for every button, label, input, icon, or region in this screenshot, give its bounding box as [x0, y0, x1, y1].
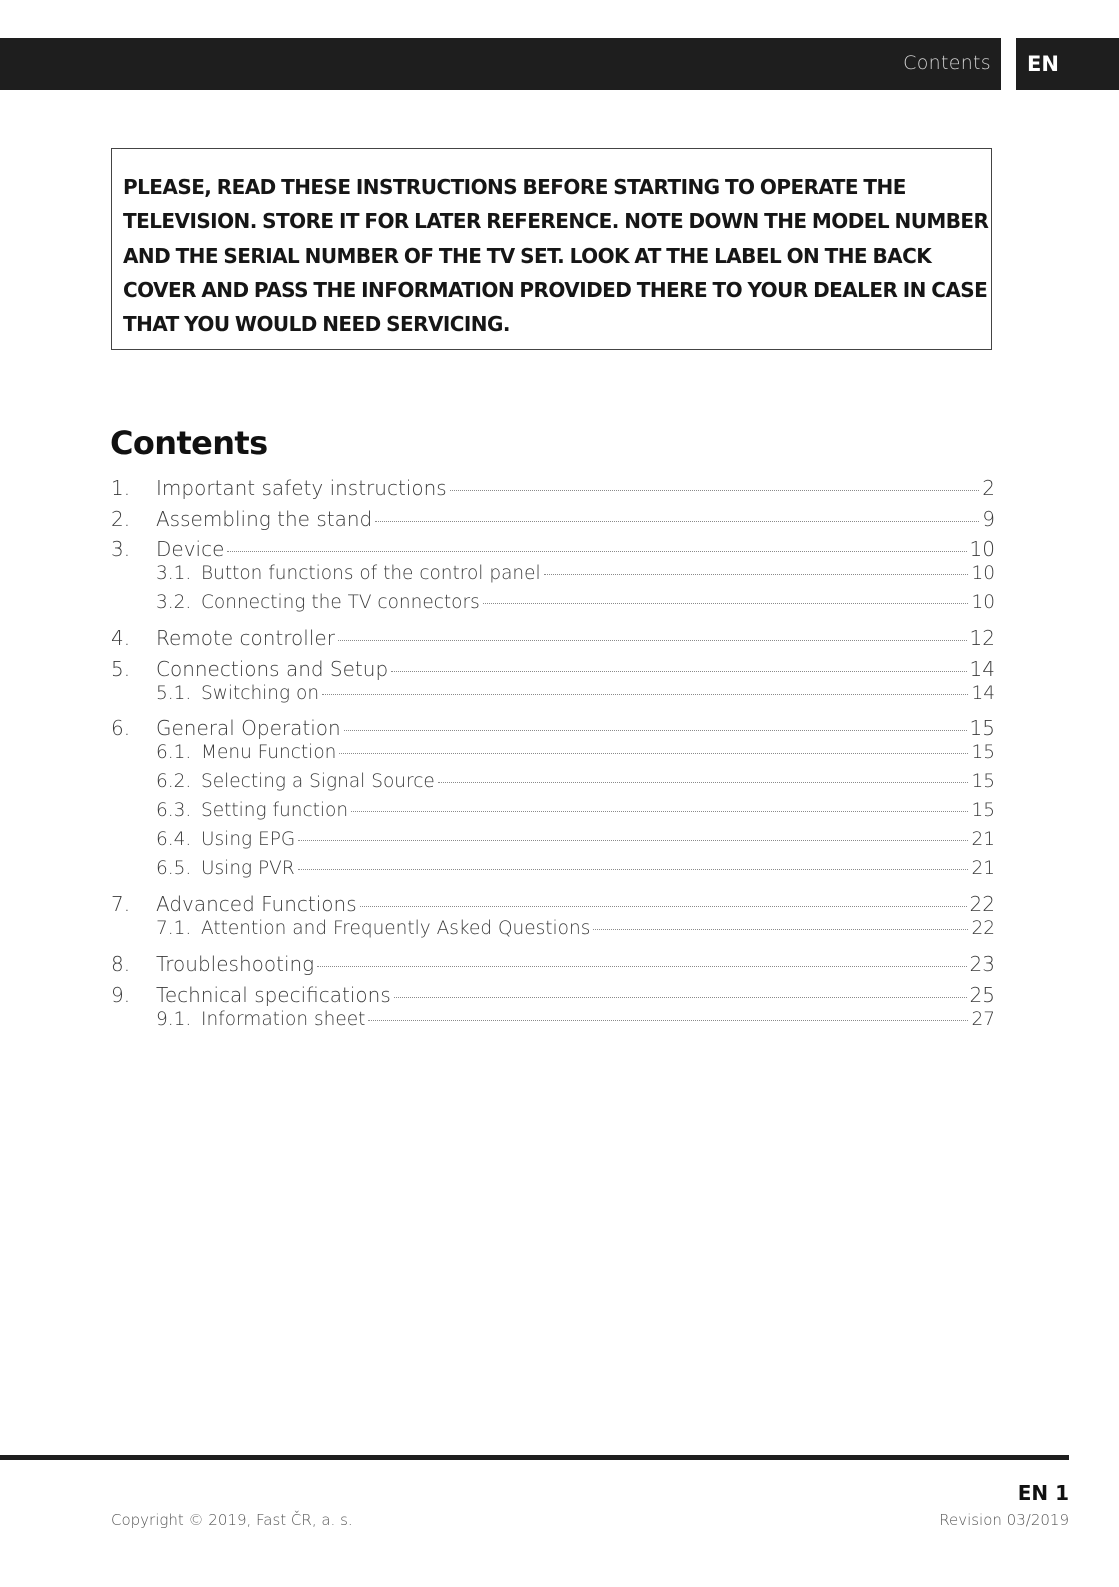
toc-entry-page: 10: [971, 563, 995, 584]
toc-entry-page: 15: [971, 771, 995, 792]
toc-entry[interactable]: [111, 563, 995, 584]
toc-dot-leader: [544, 574, 969, 575]
notice-line: THAT YOU WOULD NEED SERVICING.: [123, 312, 510, 337]
toc-entry[interactable]: [111, 626, 995, 650]
toc-dot-leader: [438, 782, 969, 783]
toc-entry-title: Setting function: [201, 800, 349, 821]
language-label: EN: [1027, 52, 1059, 76]
toc-entry[interactable]: [111, 800, 995, 821]
toc-entry[interactable]: [111, 952, 995, 976]
toc-dot-leader: [351, 811, 968, 812]
contents-heading: Contents: [110, 424, 268, 462]
toc-entry-page: 23: [969, 952, 995, 976]
toc-entry-number: 7.1.: [156, 918, 192, 939]
toc-entry-number: 8.: [111, 952, 131, 976]
toc-entry[interactable]: [111, 771, 995, 792]
toc-dot-leader: [394, 997, 967, 998]
toc-entry-number: 9.: [111, 983, 131, 1007]
toc-entry[interactable]: [111, 892, 995, 916]
notice-line: TELEVISION. STORE IT FOR LATER REFERENCE. NOTE DOWN THE MODEL NUMBER: [123, 209, 989, 234]
toc-entry-title: Connections and Setup: [156, 657, 389, 681]
toc-entry[interactable]: [111, 537, 995, 561]
toc-dot-leader: [298, 869, 969, 870]
toc-entry[interactable]: [111, 829, 995, 850]
toc-entry-title: Troubleshooting: [156, 952, 315, 976]
toc-entry-number: 6.2.: [156, 771, 192, 792]
toc-entry[interactable]: [111, 683, 995, 704]
toc-entry-page: 9: [982, 507, 995, 531]
toc-entry-number: 3.: [111, 537, 131, 561]
toc-entry-page: 14: [969, 657, 995, 681]
toc-entry-page: 12: [969, 626, 995, 650]
toc-entry-page: 14: [971, 683, 995, 704]
toc-entry[interactable]: [111, 592, 995, 613]
toc-entry-number: 1.: [111, 476, 131, 500]
toc-entry-title: Assembling the stand: [156, 507, 373, 531]
toc-entry-page: 15: [971, 742, 995, 763]
safety-notice-box: [111, 148, 992, 350]
toc-entry-number: 7.: [111, 892, 131, 916]
toc-entry-title: Button functions of the control panel: [201, 563, 541, 584]
toc-entry-number: 5.1.: [156, 683, 192, 704]
toc-entry[interactable]: [111, 858, 995, 879]
toc-entry[interactable]: [111, 742, 995, 763]
toc-entry-title: Information sheet: [201, 1009, 366, 1030]
toc-dot-leader: [344, 730, 967, 731]
toc-dot-leader: [317, 966, 966, 967]
notice-text: [123, 170, 991, 341]
toc-entry-page: 15: [971, 800, 995, 821]
toc-entry-page: 25: [969, 983, 995, 1007]
toc-dot-leader: [339, 753, 968, 754]
notice-line: AND THE SERIAL NUMBER OF THE TV SET. LOOK AT THE LABEL ON THE BACK: [123, 243, 932, 268]
notice-line: COVER AND PASS THE INFORMATION PROVIDED THERE TO YOUR DEALER IN CASE: [123, 277, 988, 302]
toc-entry[interactable]: [111, 657, 995, 681]
toc-entry-page: 15: [969, 716, 995, 740]
toc-entry-title: Using EPG: [201, 829, 296, 850]
footer-copyright: Copyright © 2019, Fast ČR, a. s.: [111, 1511, 353, 1529]
toc-entry-title: Using PVR: [201, 858, 295, 879]
toc-entry[interactable]: [111, 716, 995, 740]
toc-dot-leader: [368, 1020, 968, 1021]
toc-entry-number: 4.: [111, 626, 131, 650]
toc-dot-leader: [338, 640, 967, 641]
footer-divider: [0, 1455, 1069, 1460]
toc-entry-title: Attention and Frequently Asked Questions: [201, 918, 591, 939]
toc-entry[interactable]: [111, 1009, 995, 1030]
toc-entry[interactable]: [111, 918, 995, 939]
toc-entry-number: 6.3.: [156, 800, 192, 821]
toc-entry-number: 6.4.: [156, 829, 192, 850]
toc-entry-page: 22: [971, 918, 995, 939]
toc-dot-leader: [227, 551, 966, 552]
toc-entry[interactable]: [111, 476, 995, 500]
footer-revision: Revision 03/2019: [939, 1511, 1069, 1529]
toc-entry-page: 22: [969, 892, 995, 916]
toc-entry-title: Menu Function: [201, 742, 337, 763]
header-bar: [0, 38, 1001, 90]
toc-entry-title: Selecting a Signal Source: [201, 771, 435, 792]
toc-dot-leader: [450, 490, 980, 491]
toc-entry-title: Important safety instructions: [156, 476, 447, 500]
toc-dot-leader: [593, 929, 968, 930]
toc-entry-number: 3.1.: [156, 563, 192, 584]
toc-entry-page: 10: [971, 592, 995, 613]
footer-page-number: EN 1: [1017, 1481, 1069, 1505]
toc-dot-leader: [375, 521, 979, 522]
toc-entry-number: 5.: [111, 657, 131, 681]
toc-entry-page: 27: [971, 1009, 995, 1030]
toc-entry-number: 6.: [111, 716, 131, 740]
toc-entry-page: 2: [982, 476, 995, 500]
toc-entry[interactable]: [111, 983, 995, 1007]
toc-entry-title: Device: [156, 537, 225, 561]
toc-dot-leader: [483, 603, 969, 604]
toc-entry-page: 21: [971, 858, 995, 879]
toc-entry-number: 6.5.: [156, 858, 192, 879]
toc-entry-number: 3.2.: [156, 592, 192, 613]
toc-entry-number: 6.1.: [156, 742, 192, 763]
toc-entry-title: General Operation: [156, 716, 341, 740]
toc-dot-leader: [360, 906, 967, 907]
toc-entry-number: 9.1.: [156, 1009, 192, 1030]
toc-dot-leader: [391, 671, 966, 672]
header-language-tab: [1016, 38, 1119, 90]
toc-entry-title: Connecting the TV connectors: [201, 592, 480, 613]
toc-entry-title: Technical specifications: [156, 983, 391, 1007]
toc-dot-leader: [298, 840, 968, 841]
toc-entry-title: Remote controller: [156, 626, 335, 650]
toc-entry-title: Advanced Functions: [156, 892, 357, 916]
toc-entry-number: 2.: [111, 507, 131, 531]
notice-line: PLEASE, READ THESE INSTRUCTIONS BEFORE STARTING TO OPERATE THE: [123, 175, 906, 199]
toc-entry-title: Switching on: [201, 683, 320, 704]
toc-entry-page: 21: [971, 829, 995, 850]
toc-entry-page: 10: [969, 537, 995, 561]
header-section-title: Contents: [903, 52, 991, 74]
toc-dot-leader: [322, 694, 968, 695]
toc-entry[interactable]: [111, 507, 995, 531]
